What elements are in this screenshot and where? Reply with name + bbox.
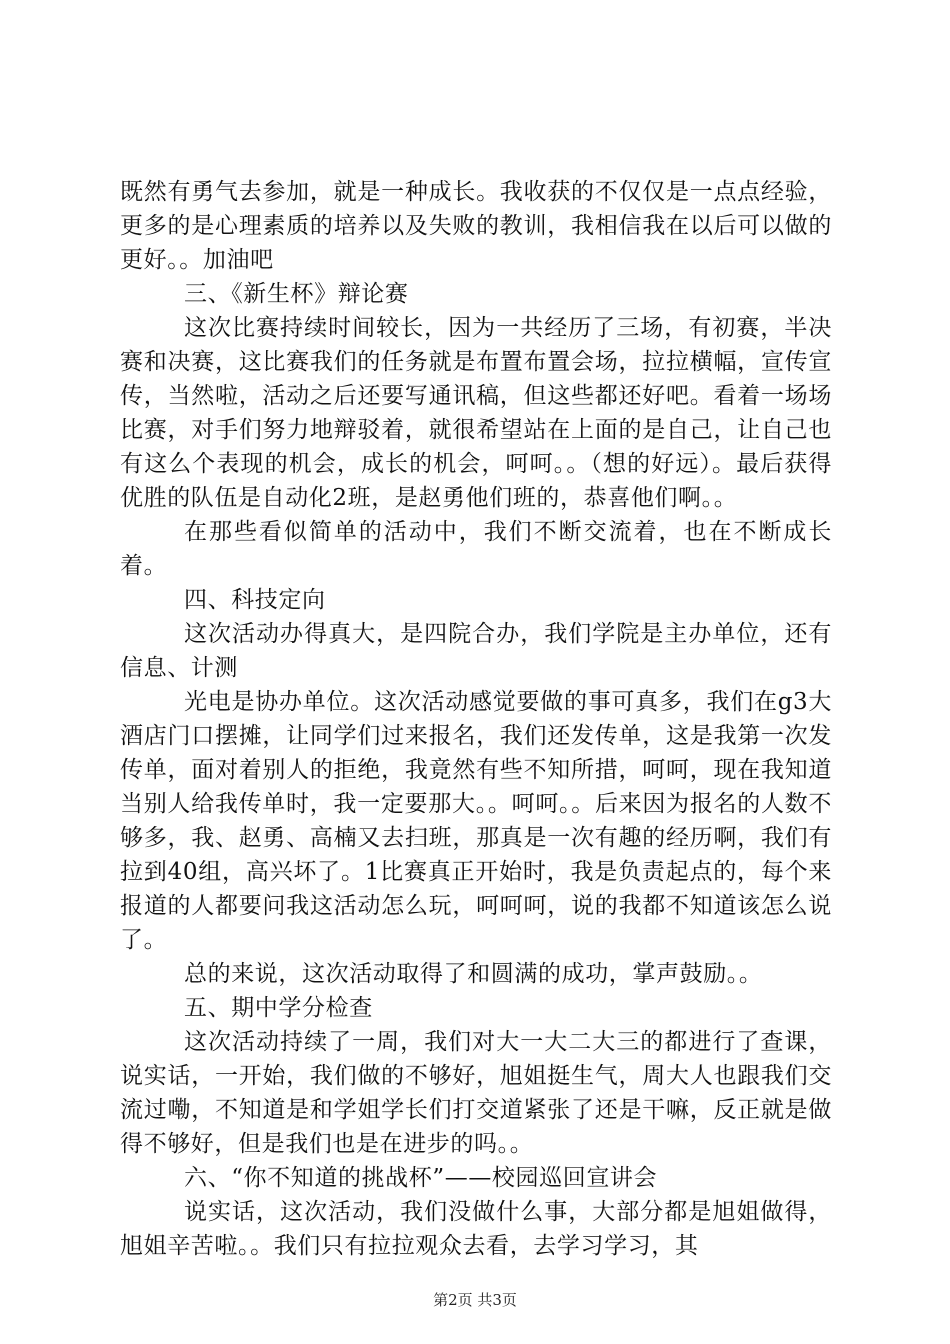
section-heading: 六、“你不知道的挑战杯”——校园巡回宣讲会 <box>184 1165 658 1191</box>
paragraph: 说实话，这次活动，我们没做什么事，大部分都是旭姐做得，旭姐辛苦啦。。我们只有拉拉观众去看，去学习学习，其 <box>120 1199 832 1259</box>
page-footer <box>0 1290 950 1310</box>
paragraph: 既然有勇气去参加，就是一种成长。我收获的不仅仅是一点点经验，更多的是心理素质的培养以及失败的教训，我相信我在以后可以做的更好。。加油吧 <box>120 179 832 273</box>
paragraph: 光电是协办单位。这次活动感觉要做的事可真多，我们在g3大酒店门口摆摊，让同学们过来报名，我们还发传单，这是我第一次发传单，面对着别人的拒绝，我竟然有些不知所措，呵呵，现在我知道当别人给我传单时，我一定要那大。。呵呵。。后来因为报名的人数不够多，我、赵勇、高楠又去扫班，那真是一次有趣的经历啊，我们有拉到40组，高兴坏了。1比赛真正开始时，我是负责起点的，每个来报道的人都要问我这活动怎么玩，呵呵呵，说的我都不知道该怎么说了。 <box>120 689 832 953</box>
section-heading: 三、《新生杯》辩论赛 <box>184 281 409 307</box>
section-heading: 四、科技定向 <box>184 587 326 613</box>
page-number-label: 第2页 共3页 <box>433 1291 517 1309</box>
body-text <box>120 175 832 1263</box>
paragraph: 这次比赛持续时间较长，因为一共经历了三场，有初赛，半决赛和决赛，这比赛我们的任务就是布置布置会场，拉拉横幅，宣传宣传，当然啦，活动之后还要写通讯稿，但这些都还好吧。看着一场场比赛，对手们努力地辩驳着，就很希望站在上面的是自己，让自己也有这么个表现的机会，成长的机会，呵呵。。（想的好远）。最后获得优胜的队伍是自动化2班，是赵勇他们班的，恭喜他们啊。。 <box>120 315 832 511</box>
paragraph: 这次活动持续了一周，我们对大一大二大三的都进行了查课，说实话，一开始，我们做的不够好，旭姐挺生气，周大人也跟我们交流过嘞，不知道是和学姐学长们打交道紧张了还是干嘛，反正就是做得不够好，但是我们也是在进步的吗。。 <box>120 1029 832 1157</box>
paragraph: 在那些看似简单的活动中，我们不断交流着，也在不断成长着。 <box>120 519 832 579</box>
paragraph: 总的来说，这次活动取得了和圆满的成功，掌声鼓励。。 <box>184 961 763 987</box>
paragraph: 这次活动办得真大，是四院合办，我们学院是主办单位，还有信息、计测 <box>120 621 832 681</box>
section-heading: 五、期中学分检查 <box>184 995 373 1021</box>
